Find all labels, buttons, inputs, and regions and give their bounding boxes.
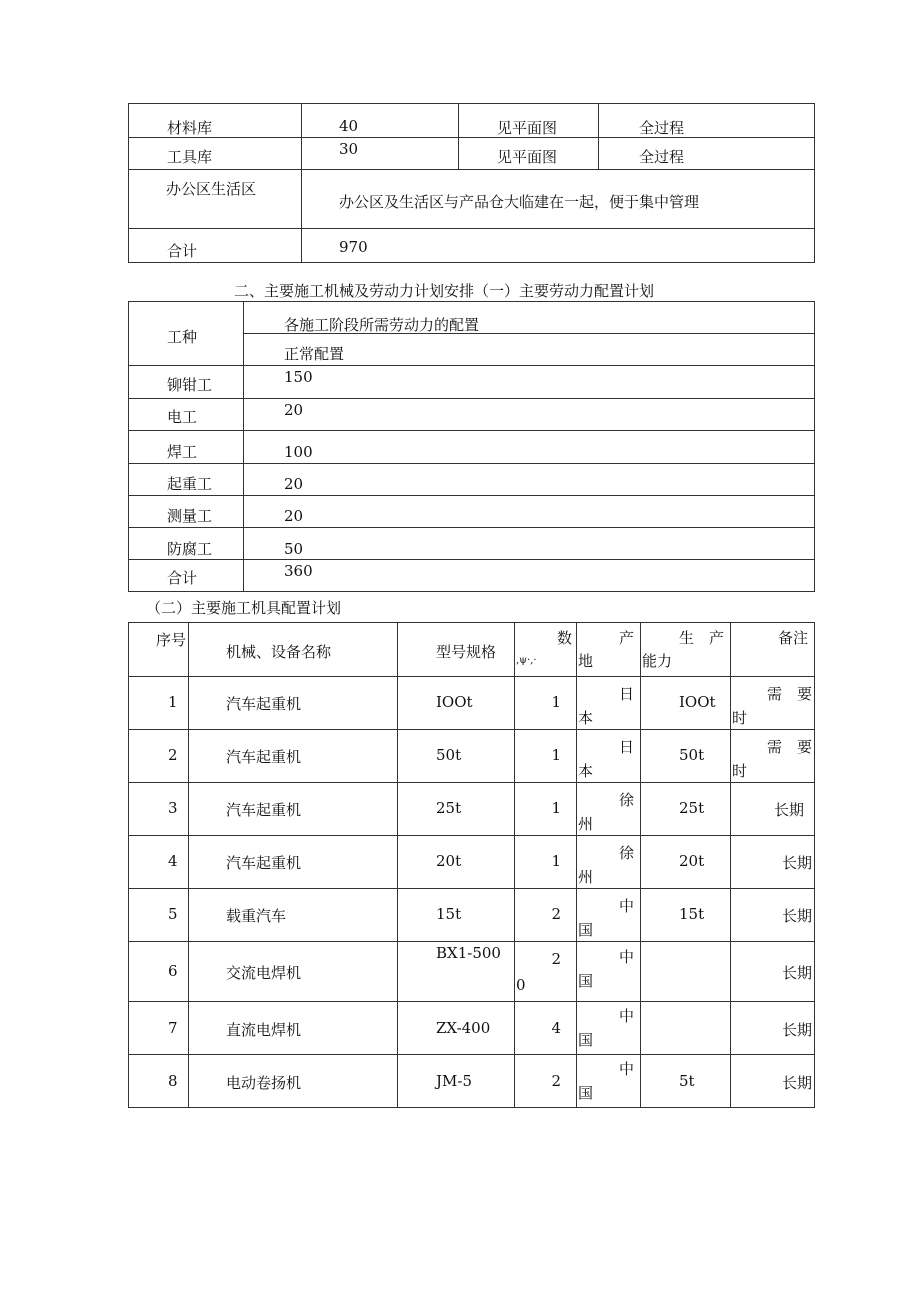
row-origin: 中 [618,948,634,966]
storage-name: 材料库 [167,119,213,137]
total-value: 970 [339,238,368,256]
trade-count: 20 [284,507,304,525]
row-origin: 中 [618,897,634,915]
row-qty: 1 [551,746,561,764]
row-no: 2 [168,746,178,764]
row-origin-2: 国 [578,1084,594,1102]
table-row [129,464,815,496]
machine-table [128,622,815,1108]
section-2-title: 二、主要施工机械及劳动力计划安排（一）主要劳动力配置计划 [234,282,655,300]
row-no: 1 [168,693,178,711]
storage-duration: 全过程 [639,119,685,137]
table-row [129,170,815,229]
row-name: 汽车起重机 [226,748,302,766]
row-capacity: IOOt [679,693,716,711]
trade-name: 电工 [167,408,198,426]
row-origin: 日 [618,738,634,756]
row-capacity: 25t [679,799,705,817]
trade-header: 工种 [167,328,198,346]
table-row [129,730,815,783]
table-row [129,560,815,592]
row-spec: IOOt [436,693,473,711]
row-origin-2: 国 [578,972,594,990]
total-label: 合计 [167,242,198,260]
col-header-capacity-2: 能力 [642,652,673,670]
row-spec: 25t [436,799,462,817]
trade-count: 150 [284,368,313,386]
row-qty: 1 [551,799,561,817]
row-qty: 4 [551,1019,561,1037]
section-3-title: （二）主要施工机具配置计划 [146,599,342,617]
row-origin-2: 州 [578,815,594,833]
row-qty-2: 0 [516,976,526,994]
row-name: 汽车起重机 [226,801,302,819]
row-spec: 50t [436,746,462,764]
row-remark-2: 时 [732,709,748,727]
row-origin-2: 国 [578,921,594,939]
row-no: 6 [168,962,178,980]
row-qty: 2 [551,950,561,968]
row-remark-2: 时 [732,762,748,780]
row-origin: 中 [618,1060,634,1078]
table-row [129,431,815,464]
trade-name: 铆钳工 [167,376,213,394]
row-name: 汽车起重机 [226,695,302,713]
row-capacity: 15t [679,905,705,923]
storage-name: 工具库 [167,148,213,166]
row-no: 8 [168,1072,178,1090]
storage-area: 40 [339,117,359,135]
row-remark: 长期 [781,854,812,872]
row-qty: 1 [551,852,561,870]
row-remark: 长期 [781,1021,812,1039]
office-area-label: 办公区生活区 [166,180,257,198]
table-row [129,399,815,431]
row-capacity: 20t [679,852,705,870]
office-area-note: 办公区及生活区与产品仓大临建在一起，便于集中管理 [339,193,700,211]
trade-count: 20 [284,475,304,493]
row-no: 5 [168,905,178,923]
row-origin-2: 国 [578,1031,594,1049]
trade-total-label: 合计 [167,569,198,587]
table-row [129,496,815,528]
col-header-qty-mark: ,ψ·,· [516,655,537,666]
row-no: 4 [168,852,178,870]
row-remark: 需 要 [766,685,812,703]
trade-total-count: 360 [284,562,313,580]
row-spec: ZX-400 [436,1019,491,1037]
trade-count: 100 [284,443,313,461]
table-row [129,889,815,942]
col-header-remark: 备注 [777,629,808,647]
trade-count: 50 [284,540,304,558]
storage-table [128,103,815,263]
storage-location: 见平面图 [497,119,558,137]
row-name: 电动卷扬机 [226,1074,302,1092]
storage-duration: 全过程 [639,148,685,166]
row-capacity: 50t [679,746,705,764]
trade-name: 起重工 [167,475,213,493]
row-no: 3 [168,799,178,817]
col-header-qty: 数 [556,629,572,647]
row-origin-2: 本 [578,709,594,727]
normal-config-header: 正常配置 [284,345,345,363]
row-name: 直流电焊机 [226,1021,302,1039]
table-row [129,783,815,836]
table-row [129,229,815,263]
trade-name: 防腐工 [167,540,213,558]
row-remark: 长期 [781,1074,812,1092]
table-row [129,1055,815,1108]
table-row [129,1002,815,1055]
row-spec: JM-5 [436,1072,472,1090]
row-origin: 中 [618,1007,634,1025]
row-no: 7 [168,1019,178,1037]
row-qty: 2 [551,1072,561,1090]
row-spec: 20t [436,852,462,870]
row-name: 载重汽车 [226,907,287,925]
row-spec: 15t [436,905,462,923]
labor-table [128,301,815,592]
col-header-origin: 产 [618,629,634,647]
row-remark: 长期 [781,964,812,982]
storage-location: 见平面图 [497,148,558,166]
row-remark: 需 要 [766,738,812,756]
trade-count: 20 [284,401,304,419]
row-name: 交流电焊机 [226,964,302,982]
trade-name: 测量工 [167,507,213,525]
row-origin-2: 本 [578,762,594,780]
row-qty: 1 [551,693,561,711]
storage-area: 30 [339,140,359,158]
col-header-spec: 型号规格 [436,643,497,661]
config-header: 各施工阶段所需劳动力的配置 [284,316,480,334]
row-qty: 2 [551,905,561,923]
col-header-name: 机械、设备名称 [226,643,332,661]
table-row [129,836,815,889]
row-name: 汽车起重机 [226,854,302,872]
table-row [129,366,815,399]
col-header-no: 序号 [156,631,187,649]
row-remark: 长期 [781,907,812,925]
table-row [129,528,815,560]
row-origin: 徐 [618,844,634,862]
table-row [129,302,815,334]
table-row [129,677,815,730]
row-origin-2: 州 [578,868,594,886]
table-row [129,138,815,170]
trade-name: 焊工 [167,443,198,461]
table-row [129,104,815,138]
table-row [129,942,815,1002]
col-header-origin-2: 地 [578,652,594,670]
row-origin: 徐 [618,791,634,809]
row-spec: BX1-500 [436,944,501,962]
row-capacity: 5t [679,1072,695,1090]
table-header-row [129,623,815,677]
row-remark: 长期 [773,801,804,819]
col-header-capacity: 生 产 [678,629,724,647]
row-origin: 日 [618,685,634,703]
